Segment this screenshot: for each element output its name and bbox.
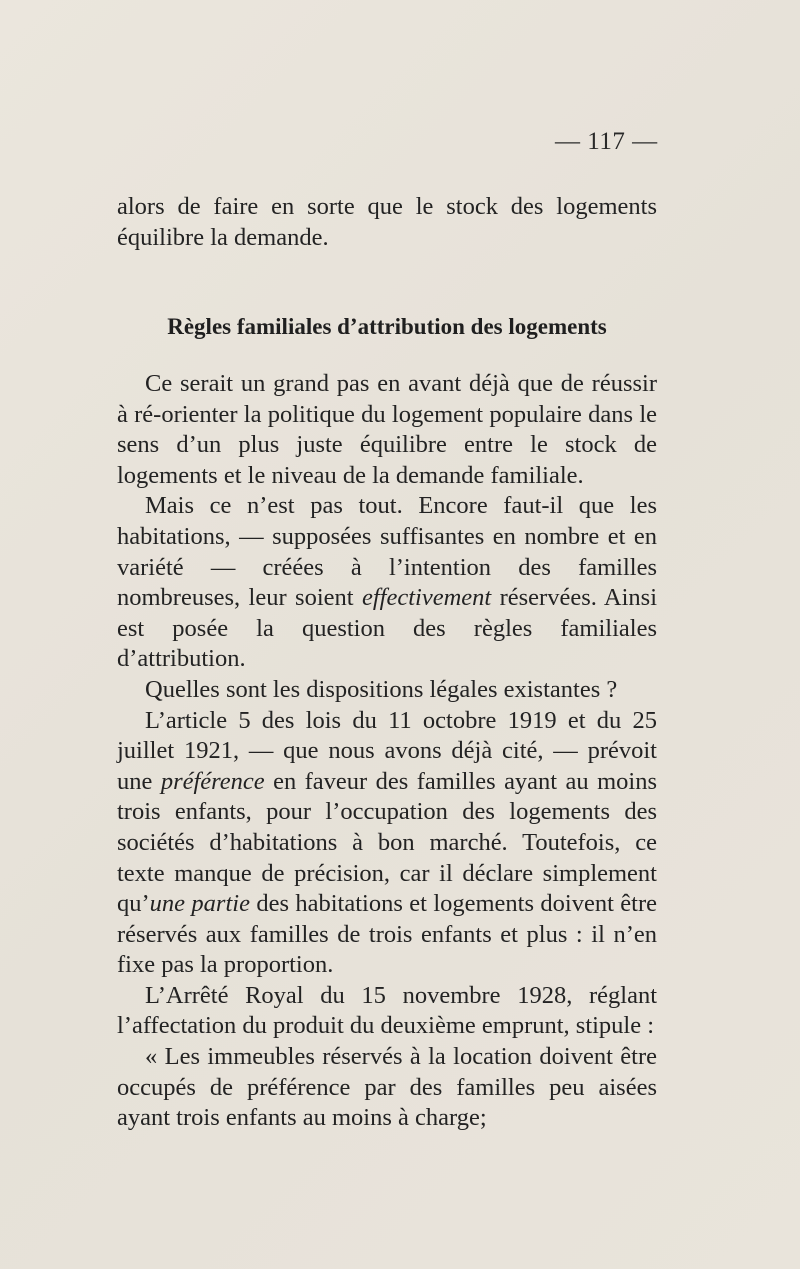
paragraph-2 — [117, 491, 657, 675]
page-number: — 117 — — [555, 128, 658, 155]
paragraph-3: Quelles sont les dispositions légales existantes ? — [145, 675, 618, 703]
section-heading: Règles familiales d’attribution des logements — [167, 314, 607, 339]
paragraph-5: L’Arrêté Royal du 15 novembre 1928, réglant l’affectation du produit du deuxième emprunt, stipule : — [117, 981, 657, 1040]
paragraph-4-text-c: des habitations et logements doivent être réservés aux familles de trois enfants et plus : il n’en fixe pas la proportion. — [117, 890, 657, 979]
paragraph-2-text-a: Mais ce n’est pas tout. Encore faut-il que les habitations, — supposées suffisantes en nombre et en variété — créées à l’intention des familles nombreuses, leur soient — [117, 492, 657, 612]
paragraph-4-emphasis-2: une partie — [149, 890, 250, 918]
paragraph-4-emphasis: préférence — [160, 767, 265, 795]
paragraph-6: « Les immeubles réservés à la location doivent être occupés de préférence par des familles peu aisées ayant trois enfants au moins à charge; — [117, 1043, 657, 1132]
paragraph-2-emphasis: effectivement — [361, 584, 492, 612]
paragraph-4-text-a: L’article 5 des lois du 11 octobre 1919 et du 25 juillet 1921, — que nous avons déjà cité, — prévoit une — [117, 706, 657, 795]
body-text — [117, 369, 657, 1134]
paragraph-4-text-b: en faveur des familles ayant au moins trois enfants, pour l’occupation des logements des sociétés d’habitations à bon marché. Toutefois, ce texte manque de précision, car il déclare simplement qu’ — [117, 767, 657, 918]
intro-text: alors de faire en sorte que le stock des logements équilibre la demande. — [117, 193, 657, 251]
paragraph-1: Ce serait un grand pas en avant déjà que de réussir à ré-orienter la politique du logement populaire dans le sens d’un plus juste équilibre entre le stock de logements et le niveau de la demande familiale. — [117, 370, 657, 489]
paragraph-4 — [117, 706, 657, 981]
intro-paragraph — [117, 192, 657, 253]
paragraph-2-text-b: réservées. Ainsi est posée la question des règles familiales d’attribution. — [117, 584, 657, 673]
